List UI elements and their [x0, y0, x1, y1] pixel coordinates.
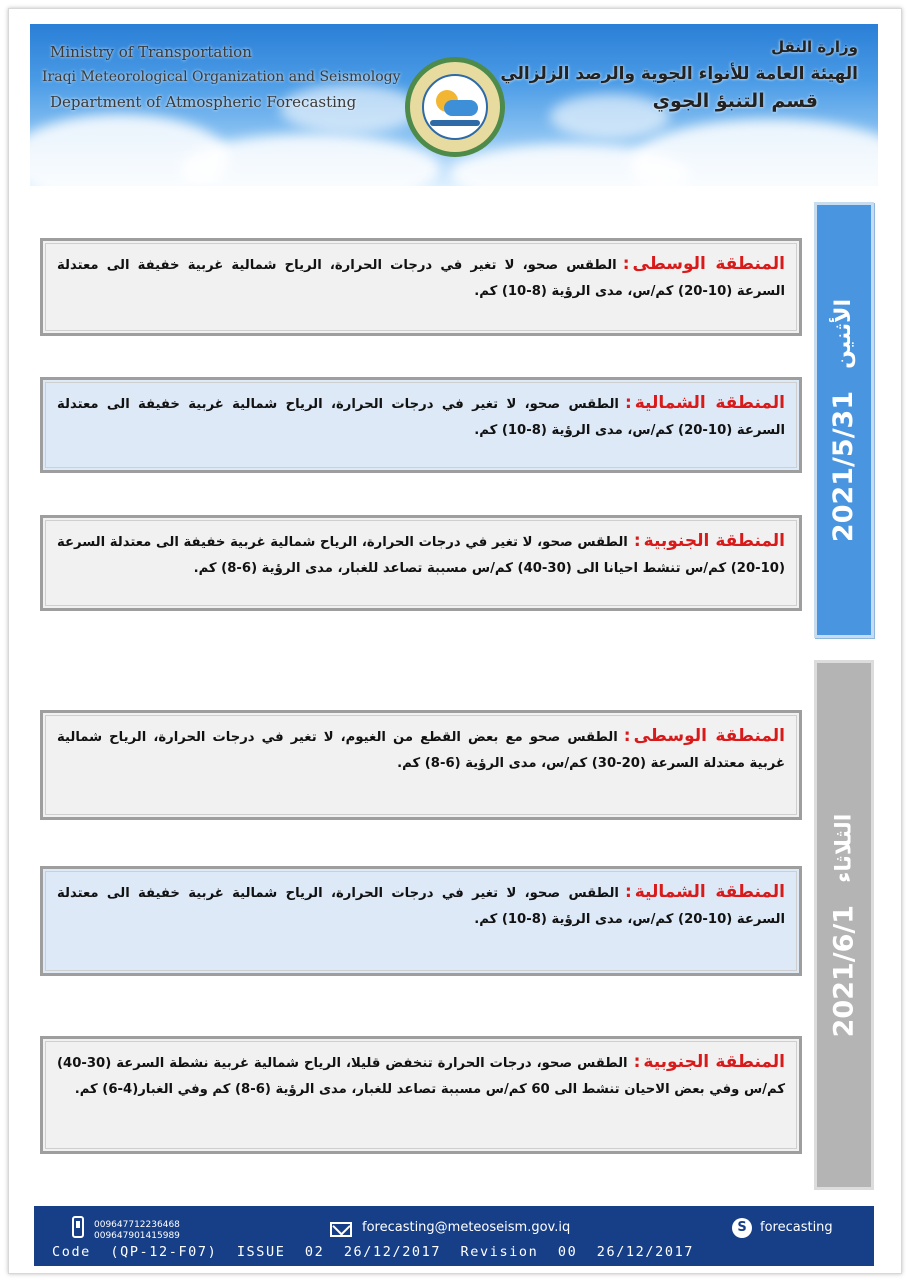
day-tab-monday: [814, 202, 874, 638]
day-weekday: الثلاثاء: [831, 813, 857, 883]
region-name: المنطقة الجنوبية: [643, 531, 785, 551]
footer-email[interactable]: forecasting@meteoseism.gov.iq: [362, 1220, 571, 1235]
forecast-text: الطقس صحو، لا تغير في درجات الحرارة، الرياح شمالية غربية خفيفة الى معتدلة السرعة (10-20) كم/س، مدى الرؤية (8-10) كم.: [57, 258, 785, 299]
forecast-south-day2: [40, 1036, 802, 1154]
day-weekday: الأثنين: [831, 298, 857, 369]
forecast-south-day1: [40, 515, 802, 611]
ministry-name-ar: وزارة النقل: [771, 38, 858, 56]
region-separator: :: [624, 882, 632, 902]
footer-phones: [94, 1220, 180, 1242]
organization-name-ar: الهيئة العامة للأنواء الجوية والرصد الزلزالي: [500, 64, 858, 84]
header-arabic: [500, 34, 858, 115]
forecast-north-day2: [40, 866, 802, 976]
forecast-north-day1: [40, 377, 802, 473]
day-tab-tuesday: [814, 660, 874, 1190]
day-date: 2021/5/31: [828, 390, 860, 542]
region-name: المنطقة الوسطى: [633, 726, 785, 746]
phone-icon: [72, 1216, 84, 1238]
ministry-name-en: Ministry of Transportation: [50, 43, 252, 61]
forecast-text: الطقس صحو، درجات الحرارة تنخفض قليلا، الرياح شمالية غربية نشطة السرعة (30-40) كم/س وفي بعض الاحيان تنشط الى 60 كم/س مسببة تصاعد للغبار، مدى الرؤية (6-8) كم وفي الغبار(4-6) كم.: [57, 1056, 785, 1097]
skype-icon: S: [732, 1218, 752, 1238]
organization-name-en: Iraqi Meteorological Organization and Seismology: [42, 69, 401, 85]
phone-number: 009647712236468: [94, 1220, 180, 1230]
forecast-central-day2: [40, 710, 802, 820]
region-separator: :: [622, 254, 630, 274]
organization-logo: [405, 57, 505, 157]
region-separator: :: [633, 1052, 641, 1072]
envelope-icon: [330, 1222, 352, 1237]
region-name: المنطقة الشمالية: [634, 393, 785, 413]
region-separator: :: [633, 531, 641, 551]
region-name: المنطقة الجنوبية: [643, 1052, 786, 1072]
forecast-text: الطقس صحو مع بعض القطع من الغيوم، لا تغير في درجات الحرارة، الرياح شمالية غربية معتدلة السرعة (20-30) كم/س، مدى الرؤية (6-8) كم.: [57, 730, 785, 771]
region-name: المنطقة الشمالية: [634, 882, 785, 902]
header-english: [42, 40, 401, 115]
header-banner: [30, 24, 878, 186]
forecast-text: الطقس صحو، لا تغير في درجات الحرارة، الرياح شمالية غربية خفيفة الى معتدلة السرعة (10-20) كم/س، مدى الرؤية (8-10) كم.: [57, 886, 785, 927]
document-code-line: Code (QP-12-F07) ISSUE 02 26/12/2017 Revision 00 26/12/2017: [52, 1244, 695, 1260]
footer: [34, 1206, 874, 1266]
forecast-text: الطقس صحو، لا تغير في درجات الحرارة، الرياح شمالية غربية خفيفة الى معتدلة السرعة (10-20) كم/س، مدى الرؤية (8-10) كم.: [57, 397, 785, 438]
day-date: 2021/6/1: [828, 904, 860, 1037]
forecast-text: الطقس صحو، لا تغير في درجات الحرارة، الرياح شمالية غربية خفيفة الى معتدلة السرعة (10-20) كم/س تنشط احيانا الى (30-40) كم/س مسببة تصاعد للغبار، مدى الرؤية (6-8) كم.: [57, 535, 785, 576]
footer-skype: forecasting: [760, 1220, 833, 1235]
department-name-en: Department of Atmospheric Forecasting: [50, 93, 357, 111]
forecast-central-day1: [40, 238, 802, 336]
phone-number: 009647901415989: [94, 1231, 180, 1241]
department-name-ar: قسم التنبؤ الجوي: [652, 90, 818, 112]
region-separator: :: [623, 726, 631, 746]
region-separator: :: [624, 393, 632, 413]
region-name: المنطقة الوسطى: [632, 254, 785, 274]
